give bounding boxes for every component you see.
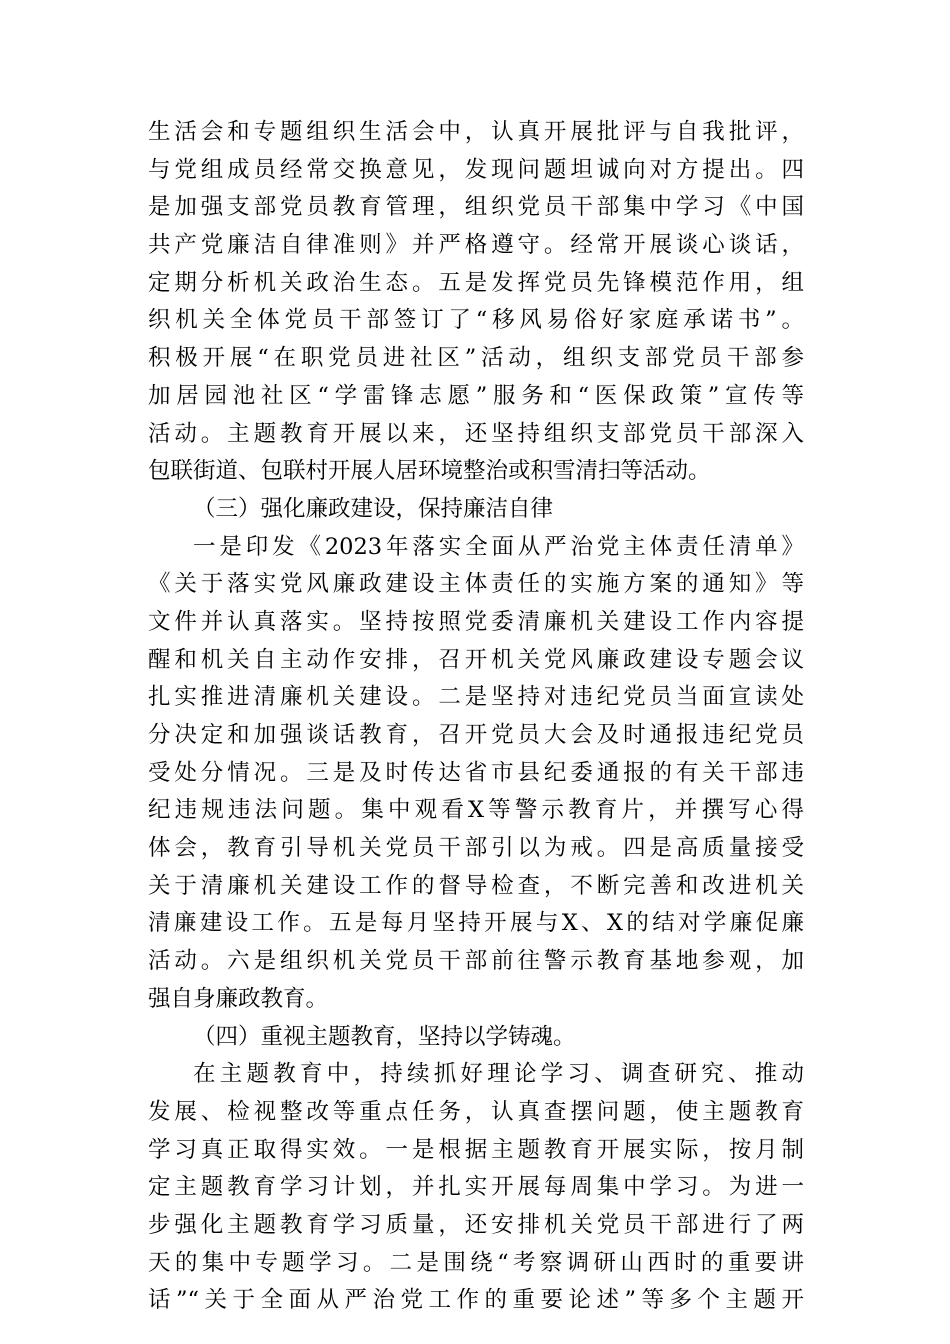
body-line: 一是印发《2023年落实全面从严治党主体责任清单》 — [193, 533, 804, 560]
body-line: 在主题教育中，持续抓好理论学习、调查研究、推动 — [193, 1061, 804, 1088]
body-line: 活动。主题教育开展以来，还坚持组织支部党员干部深入 — [148, 420, 804, 447]
body-line: 天的集中专题学习。二是围绕“考察调研山西时的重要讲 — [148, 1249, 804, 1276]
body-line: 共产党廉洁自律准则》并严格遵守。经常开展谈心谈话， — [148, 232, 804, 259]
body-line: 醒和机关自主动作安排，召开机关党风廉政建设专题会议 — [148, 646, 804, 673]
body-line: 包联街道、包联村开展人居环境整治或积雪清扫等活动。 — [148, 458, 711, 485]
body-line: 是加强支部党员教育管理，组织党员干部集中学习《中国 — [148, 194, 804, 221]
body-line: 受处分情况。三是及时传达省市县纪委通报的有关干部违 — [148, 759, 804, 786]
body-line: 关于清廉机关建设工作的督导检查，不断完善和改进机关 — [148, 872, 804, 899]
body-line: 与党组成员经常交换意见，发现问题坦诚向对方提出。四 — [148, 156, 804, 183]
body-line: 话”“关于全面从严治党工作的重要论述”等多个主题开 — [148, 1287, 804, 1314]
body-line: 学习真正取得实效。一是根据主题教育开展实际，按月制 — [148, 1136, 804, 1163]
body-line: 体会，教育引导机关党员干部引以为戒。四是高质量接受 — [148, 835, 804, 862]
body-line: 分决定和加强谈话教育，召开党员大会及时通报违纪党员 — [148, 722, 804, 748]
body-line: 生活会和专题组织生活会中，认真开展批评与自我批评， — [148, 119, 804, 145]
document-page — [148, 114, 804, 1320]
body-line: 积极开展“在职党员进社区”活动，组织支部党员干部参 — [148, 345, 804, 372]
body-line: 织机关全体党员干部签订了“移风易俗好家庭承诺书”。 — [148, 307, 804, 334]
body-line: 定主题教育学习计划，并扎实开展每周集中学习。为进一 — [148, 1174, 804, 1201]
body-line: 《关于落实党风廉政建设主体责任的实施方案的通知》等 — [148, 571, 804, 598]
body-line: 定期分析机关政治生态。五是发挥党员先锋模范作用，组 — [148, 269, 804, 296]
body-line: 活动。六是组织机关党员干部前往警示教育基地参观，加 — [148, 948, 804, 975]
section-heading-3: （三）强化廉政建设，保持廉洁自律 — [193, 495, 554, 522]
body-line: 强自身廉政教育。 — [148, 985, 329, 1012]
body-line: 纪违规违法问题。集中观看X等警示教育片，并撰写心得 — [148, 797, 804, 824]
body-line: 发展、检视整改等重点任务，认真查摆问题，使主题教育 — [148, 1098, 804, 1125]
body-line: 加居园池社区“学雷锋志愿”服务和“医保政策”宣传等 — [148, 382, 804, 409]
body-line: 清廉建设工作。五是每月坚持开展与X、X的结对学廉促廉 — [148, 910, 804, 937]
section-heading-4: （四）重视主题教育，坚持以学铸魂。 — [193, 1023, 576, 1050]
body-line: 步强化主题教育学习质量，还安排机关党员干部进行了两 — [148, 1211, 804, 1238]
body-line: 文件并认真落实。坚持按照党委清廉机关建设工作内容提 — [148, 608, 804, 635]
body-line: 扎实推进清廉机关建设。二是坚持对违纪党员当面宣读处 — [148, 684, 804, 711]
